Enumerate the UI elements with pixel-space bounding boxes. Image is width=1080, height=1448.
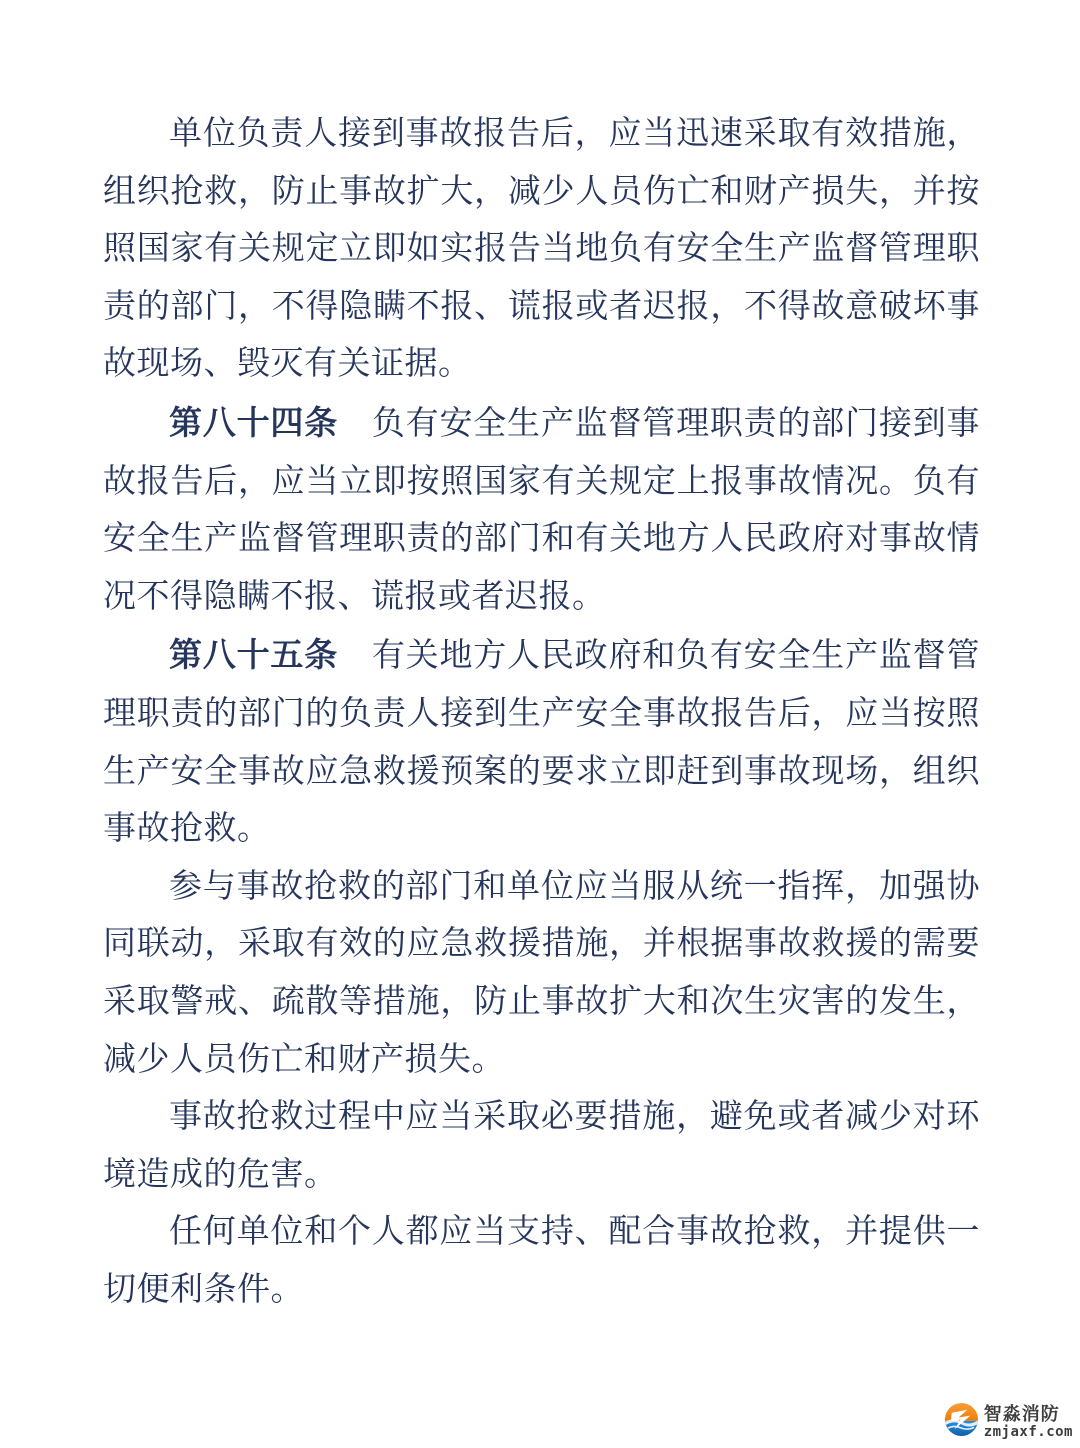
- paragraph-text: 任何单位和个人都应当支持、配合事故抢救，并提供一切便利条件。: [103, 1214, 980, 1308]
- article-number: 第八十五条: [169, 636, 339, 674]
- watermark-brand: 智淼消防: [983, 1404, 1060, 1424]
- watermark: [944, 1402, 1073, 1442]
- paragraph: [103, 106, 980, 394]
- paragraph: [103, 859, 980, 1089]
- paragraph-text: 有关地方人民政府和负有安全生产监督管理职责的部门的负责人接到生产安全事故报告后，应当按照生产安全事故应急救援预案的要求立即赶到事故现场，组织事故抢救。: [103, 638, 981, 848]
- watermark-domain: zmjaxf.com: [983, 1424, 1073, 1440]
- document-body: [103, 106, 980, 1319]
- paragraph-text: 单位负责人接到事故报告后，应当迅速采取有效措施，组织抢救，防止事故扩大，减少人员伤亡和财产损失，并按照国家有关规定立即如实报告当地负有安全生产监督管理职责的部门，不得隐瞒不报、谎报或者迟报，不得故意破坏事故现场、毁灭有关证据。: [103, 116, 980, 383]
- article-number: 第八十四条: [169, 403, 339, 441]
- zhimiao-fire-logo-icon: [944, 1402, 979, 1442]
- paragraph: [103, 626, 980, 858]
- paragraph-text: 负有安全生产监督管理职责的部门接到事故报告后，应当立即按照国家有关规定上报事故情况。负有安全生产监督管理职责的部门和有关地方人民政府对事故情况不得隐瞒不报、谎报或者迟报。: [103, 405, 981, 615]
- paragraph-text: 事故抢救过程中应当采取必要措施，避免或者减少对环境造成的危害。: [103, 1099, 980, 1193]
- paragraph: [103, 1204, 980, 1319]
- paragraph-text: 参与事故抢救的部门和单位应当服从统一指挥，加强协同联动，采取有效的应急救援措施，并根据事故救援的需要采取警戒、疏散等措施，防止事故扩大和次生灾害的发生，减少人员伤亡和财产损失。: [103, 868, 980, 1078]
- paragraph: [103, 1089, 980, 1204]
- paragraph: [103, 394, 980, 626]
